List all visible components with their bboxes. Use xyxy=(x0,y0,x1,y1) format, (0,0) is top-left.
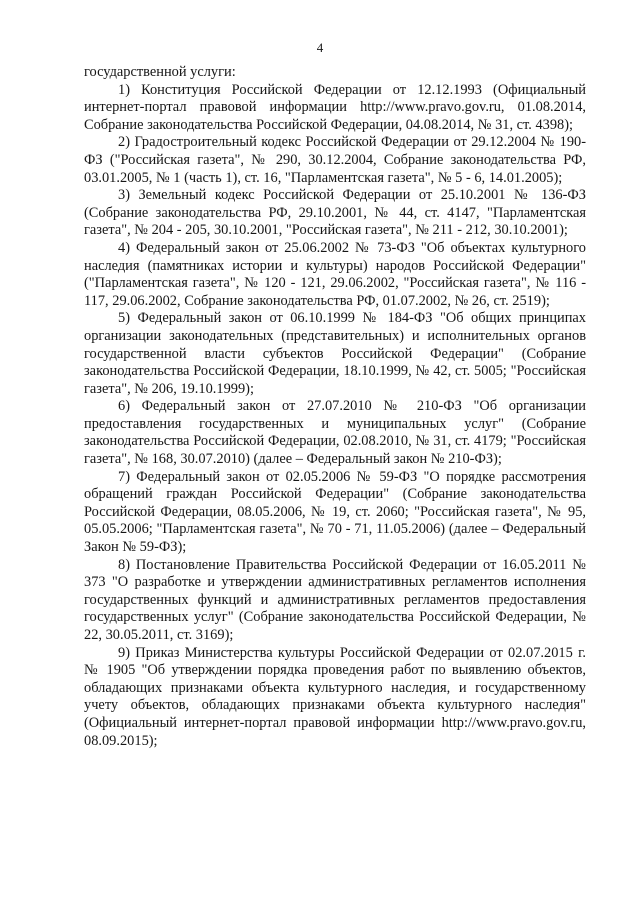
document-body xyxy=(84,64,586,750)
list-item-4: 4) Федеральный закон от 25.06.2002 № 73-ФЗ "Об объектах культурного наследия (памятниках истории и культуры) народов Российской Федерации" ("Парламентская газета", № 120 - 121, 29.06.2002, "Российская газета", № 116 - 117, 29.06.2002, Собрание законодательства РФ, 01.07.2002, № 26, ст. 2519); xyxy=(84,239,586,309)
list-item-8: 8) Постановление Правительства Российской Федерации от 16.05.2011 № 373 "О разработке и утверждении административных регламентов исполнения государственных функций и административных регламентов предоставления государственных услуг" (Собрание законодательства Российской Федерации, № 22, 30.05.2011, ст. 3169); xyxy=(84,556,586,643)
list-item-1: 1) Конституция Российской Федерации от 12.12.1993 (Официальный интернет-портал правовой информации http://www.pravo.gov.ru, 01.08.2014, Собрание законодательства Российской Федерации, 04.08.2014, № 31, ст. 4398); xyxy=(84,81,586,133)
list-item-6: 6) Федеральный закон от 27.07.2010 № 210-ФЗ "Об организации предоставления государственных и муниципальных услуг" (Собрание законодательства Российской Федерации, 02.08.2010, № 31, ст. 4179; "Российская газета", № 168, 30.07.2010) (далее – Федеральный закон № 210-ФЗ); xyxy=(84,398,586,468)
list-item-5: 5) Федеральный закон от 06.10.1999 № 184-ФЗ "Об общих принципах организации законодательных (представительных) и исполнительных органов государственной власти субъектов Российской Федерации" (Собрание законодательства Российской Федерации, 18.10.1999, № 42, ст. 5005; "Российская газета", № 206, 19.10.1999); xyxy=(84,310,586,397)
intro-line: государственной услуги: xyxy=(84,64,236,80)
page-number: 4 xyxy=(316,40,324,55)
legal-basis-list xyxy=(84,82,586,751)
list-item-3: 3) Земельный кодекс Российской Федерации от 25.10.2001 № 136-ФЗ (Собрание законодательства РФ, 29.10.2001, № 44, ст. 4147, "Парламентская газета", № 204 - 205, 30.10.2001, "Российская газета", № 211 - 212, 30.10.2001); xyxy=(84,187,586,239)
list-item-9: 9) Приказ Министерства культуры Российской Федерации от 02.07.2015 г. № 1905 "Об утверждении порядка проведения работ по выявлению объектов, обладающих признаками объекта культурного наследия, и государственному учету объектов, обладающих признаками объекта культурного наследия" (Официальный интернет-портал правовой информации http://www.pravo.gov.ru, 08.09.2015); xyxy=(84,644,586,749)
list-item-2: 2) Градостроительный кодекс Российской Федерации от 29.12.2004 № 190-ФЗ ("Российская газета", № 290, 30.12.2004, Собрание законодательства РФ, 03.01.2005, № 1 (часть 1), ст. 16, "Парламентская газета", № 5 - 6, 14.01.2005); xyxy=(84,134,586,186)
list-item-7: 7) Федеральный закон от 02.05.2006 № 59-ФЗ "О порядке рассмотрения обращений граждан Российской Федерации" (Собрание законодательства Российской Федерации, 08.05.2006, № 19, ст. 2060; "Российская газета", № 95, 05.05.2006; "Парламентская газета", № 70 - 71, 11.05.2006) (далее – Федеральный Закон № 59-ФЗ); xyxy=(84,468,586,556)
